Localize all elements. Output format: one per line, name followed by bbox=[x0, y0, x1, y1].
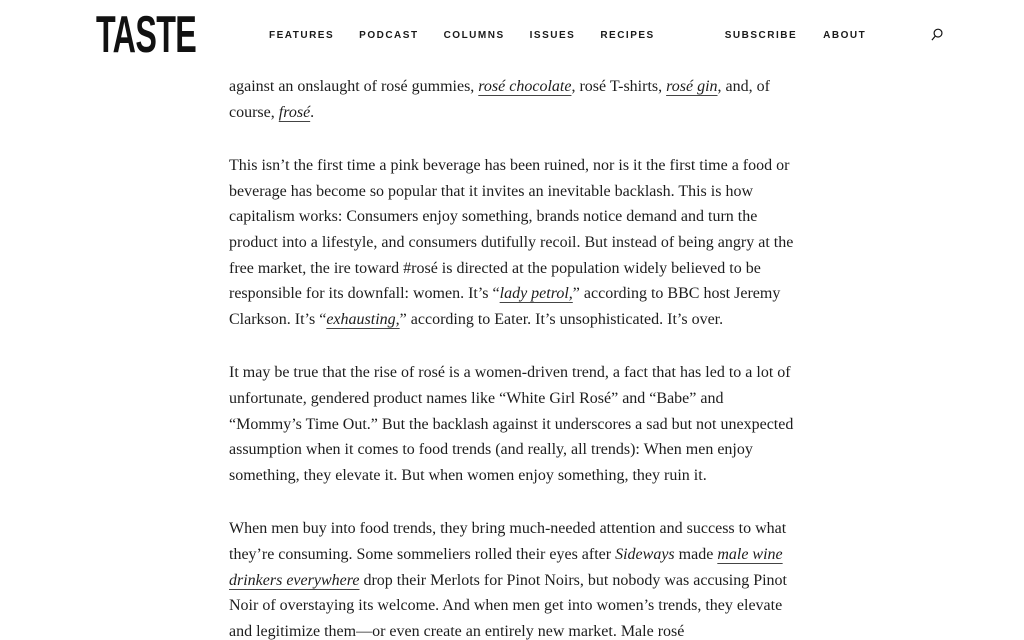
text-run: against an onslaught of rosé gummies, bbox=[229, 78, 479, 95]
article-link[interactable]: exhausting, bbox=[326, 310, 400, 328]
nav-item-about[interactable]: ABOUT bbox=[823, 29, 867, 41]
site-logo[interactable] bbox=[96, 6, 197, 64]
text-run: . bbox=[310, 103, 315, 121]
text-run: , and, of course, bbox=[229, 78, 770, 121]
article-link[interactable]: rosé gin bbox=[666, 78, 718, 95]
nav-item-columns[interactable]: COLUMNS bbox=[443, 29, 505, 41]
article-link[interactable]: lady petrol, bbox=[499, 285, 573, 303]
article-paragraph bbox=[229, 153, 795, 332]
nav-item-features[interactable]: FEATURES bbox=[269, 29, 335, 41]
article-link[interactable]: male wine drinkers everywhere bbox=[229, 545, 783, 589]
article-body bbox=[229, 70, 795, 640]
primary-nav bbox=[269, 30, 655, 41]
article-paragraph bbox=[229, 516, 795, 640]
site-header bbox=[0, 0, 1024, 70]
nav-item-subscribe[interactable]: SUBSCRIBE bbox=[724, 29, 798, 41]
article-link[interactable]: rosé chocolate bbox=[478, 78, 572, 95]
search-icon bbox=[928, 27, 945, 44]
text-run: It may be true that the rise of rosé is a women-driven trend, a fact that has led to a lot of unfortunate, gendered product names like “White Girl Rosé” and “Babe” and “Mommy’s Time Out.” But the backlash against it underscores a sad but not unexpected assumption when it comes to food trends (and really, all trends): When men enjoy something, they elevate it. But when women enjoy something, they ruin it. bbox=[229, 364, 794, 484]
nav-item-issues[interactable]: ISSUES bbox=[529, 29, 576, 41]
nav-item-recipes[interactable]: RECIPES bbox=[600, 29, 655, 41]
nav-item-podcast[interactable]: PODCAST bbox=[359, 29, 419, 41]
article-paragraph bbox=[229, 74, 795, 125]
text-run: , rosé T-shirts, bbox=[571, 78, 667, 95]
article-paragraph bbox=[229, 360, 795, 488]
text-run: ” according to BBC host Jeremy Clarkson. It’s “ bbox=[229, 285, 781, 328]
secondary-nav bbox=[725, 30, 866, 41]
text-run: When men buy into food trends, they bring much-needed attention and success to what they’re consuming. Some sommeliers rolled their eyes after bbox=[229, 520, 787, 563]
search-button[interactable] bbox=[926, 25, 947, 46]
text-run: This isn’t the first time a pink beverage has been ruined, nor is it the first time a food or beverage has become so popular that it invites an inevitable backlash. This is how capitalism works: Consumers enjoy something, brands notice demand and turn the product into a lifestyle, and consumers dutifully recoil. But instead of being angry at the free market, the ire toward #rosé is directed at the population widely believed to be responsible for its downfall: women. It’s “ bbox=[229, 157, 794, 303]
article-link[interactable]: frosé bbox=[278, 103, 311, 121]
text-run: ” according to Eater. It’s unsophisticated. It’s over. bbox=[399, 310, 724, 328]
text-run: made bbox=[674, 545, 718, 563]
text-run: drop their Merlots for Pinot Noirs, but nobody was accusing Pinot Noir of overstaying its welcome. And when men get into women’s trends, they elevate and legitimize them—or even create an entirely new market. Male rosé bbox=[229, 571, 787, 640]
site-logo-text: TASTE bbox=[96, 6, 197, 64]
italic-title-text: Sideways bbox=[615, 545, 675, 563]
